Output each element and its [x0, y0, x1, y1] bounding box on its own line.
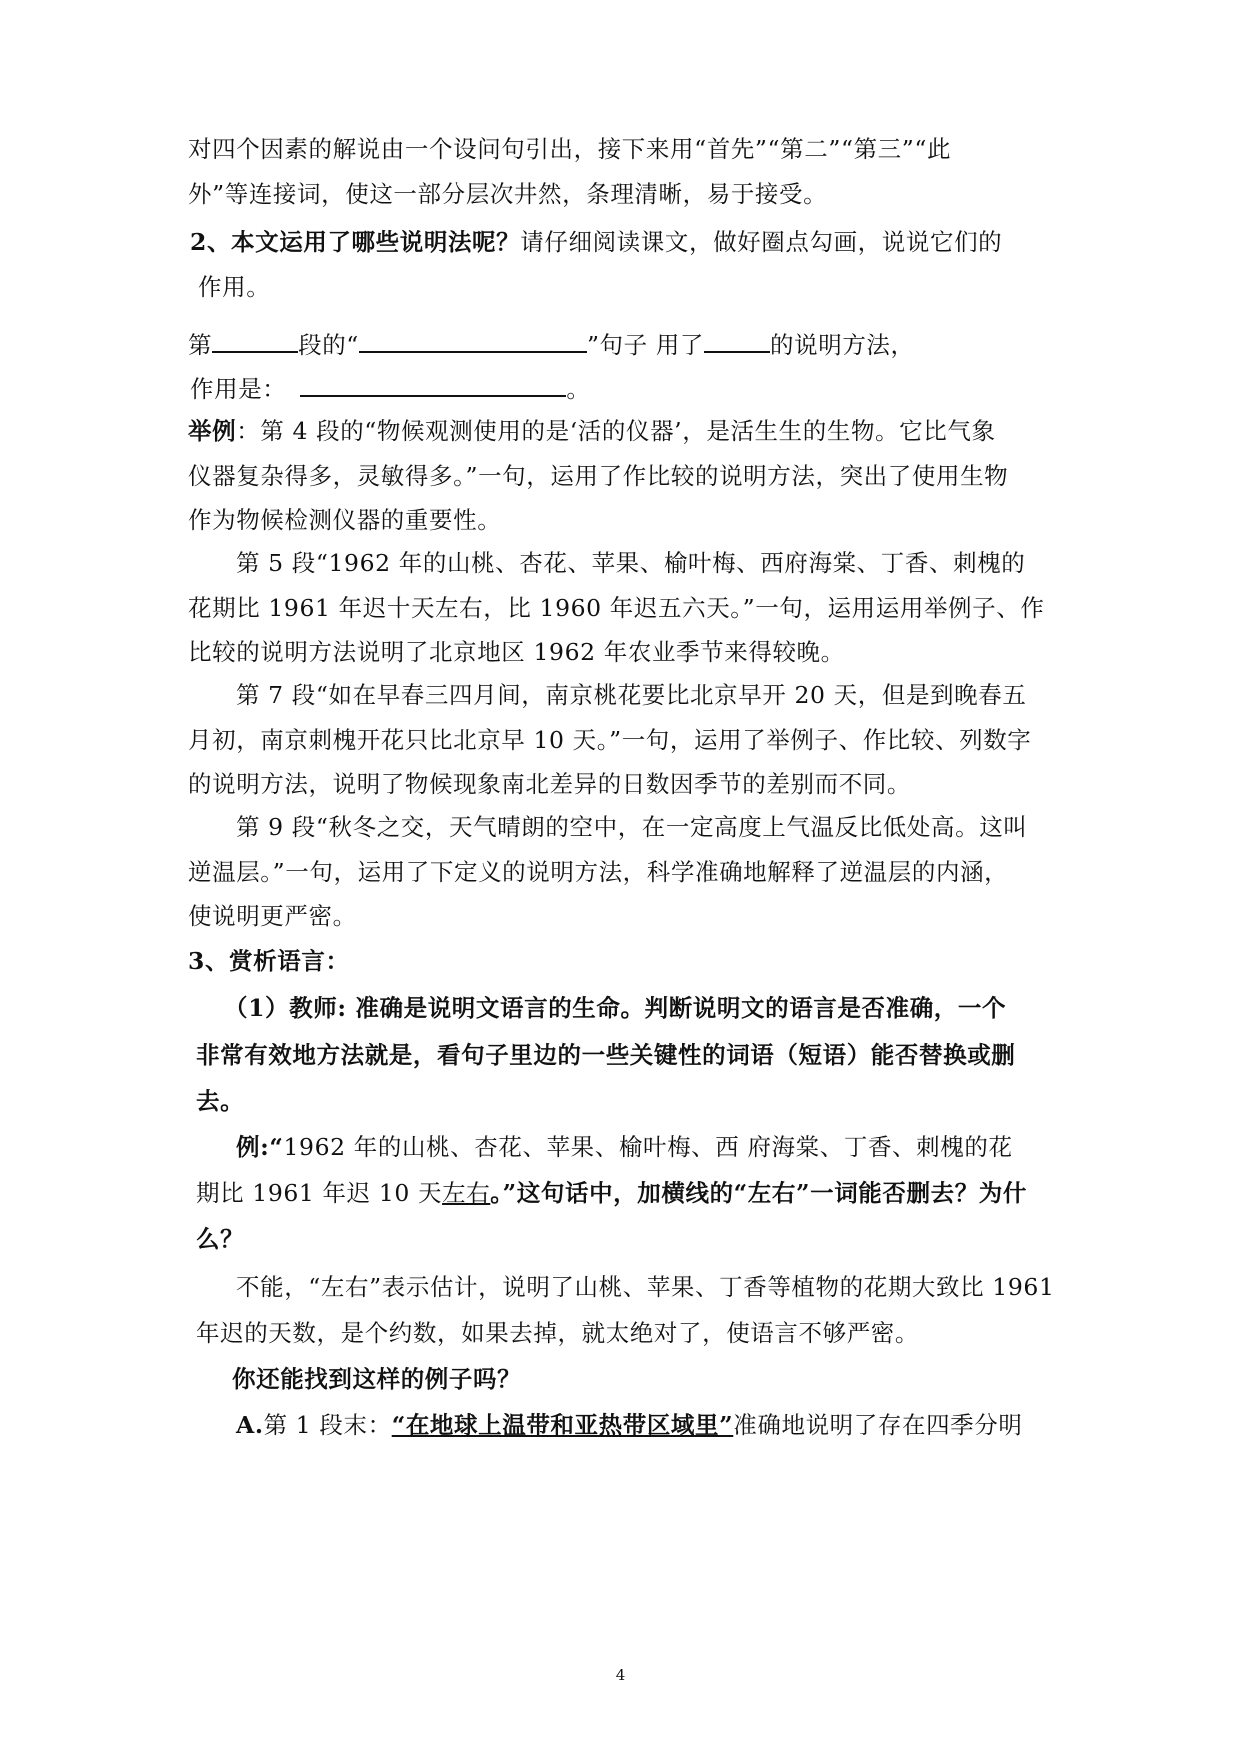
page-number: 4	[615, 1666, 626, 1684]
example-label: 例:	[236, 1133, 270, 1161]
blank-paragraph[interactable]	[212, 329, 298, 353]
text-line: 对四个因素的解说由一个设问句引出，接下来用“首先”“第二”“第三”“此	[188, 135, 952, 163]
fill-label: ”句子 用了	[586, 331, 705, 359]
example-text: 准确地说明了存在四季分明	[733, 1411, 1023, 1439]
question-2-text: 请仔细阅读课文，做好圈点勾画，说说它们的	[520, 228, 1003, 256]
fill-label: 段的“	[298, 331, 359, 359]
question-3-title: 3、赏析语言：	[188, 947, 350, 975]
text-line: 花期比 1961 年迟十天左右，比 1960 年迟五六天。”一句，运用运用举例子、作	[188, 594, 1045, 622]
teacher-note: 非常有效地方法就是，看句子里边的一些关键性的词语（短语）能否替换或删	[196, 1041, 1016, 1069]
example-a-line	[236, 1410, 1106, 1440]
example-text: 期比 1961 年迟 10 天	[196, 1179, 443, 1207]
example-quote-line	[196, 1178, 1066, 1208]
underlined-phrase: “在地球上温带和亚热带区域里”	[391, 1411, 734, 1439]
blank-sentence[interactable]	[359, 329, 587, 353]
example-line	[188, 416, 1058, 446]
fill-label: 。	[566, 375, 591, 403]
example-question: 么？	[196, 1225, 245, 1253]
text-line: 仪器复杂得多，灵敏得多。”一句，运用了作比较的说明方法，突出了使用生物	[188, 462, 1009, 490]
example-quote-line	[236, 1132, 1106, 1162]
text-line: 外”等连接词，使这一部分层次井然，条理清晰，易于接受。	[188, 180, 828, 208]
blank-function[interactable]	[300, 373, 566, 397]
fill-label: 的说明方法，	[770, 331, 915, 359]
text-line: 第 5 段“1962 年的山桃、杏花、苹果、榆叶梅、西府海棠、丁香、刺槐的	[236, 549, 1026, 577]
example-text: 1962 年的山桃、杏花、苹果、榆叶梅、西 府海棠、丁香、刺槐的花	[283, 1133, 1013, 1161]
answer-line: 不能，“左右”表示估计，说明了山桃、苹果、丁香等植物的花期大致比 1961	[236, 1273, 1055, 1301]
fill-in-line-2	[190, 373, 1060, 404]
question-2	[190, 227, 1060, 257]
fill-label: 作用是：	[190, 375, 287, 403]
text-line: 作为物候检测仪器的重要性。	[188, 506, 502, 534]
prompt-more-examples: 你还能找到这样的例子吗？	[232, 1365, 522, 1393]
text-line: 第 7 段“如在早春三四月间，南京桃花要比北京早开 20 天，但是到晚春五	[236, 681, 1027, 709]
fill-in-line-1	[188, 329, 1058, 360]
text-line: 月初，南京刺槐开花只比北京早 10 天。”一句，运用了举例子、作比较、列数字	[188, 726, 1032, 754]
teacher-note: 去。	[196, 1087, 245, 1115]
text-line: 使说明更严密。	[188, 902, 357, 930]
question-2-title: 2、本文运用了哪些说明法呢？	[190, 228, 521, 256]
answer-line: 年迟的天数，是个约数，如果去掉，就太绝对了，使语言不够严密。	[196, 1319, 919, 1347]
text-line: 比较的说明方法说明了北京地区 1962 年农业季节来得较晚。	[188, 638, 845, 666]
example-label: 举例	[188, 417, 237, 445]
underlined-word: 左右	[442, 1179, 491, 1207]
text-line: 第 9 段“秋冬之交，天气晴朗的空中，在一定高度上气温反比低处高。这叫	[236, 813, 1028, 841]
text-line: 逆温层。”一句，运用了下定义的说明方法，科学准确地解释了逆温层的内涵，	[188, 858, 1009, 886]
blank-method[interactable]	[704, 329, 770, 353]
text-line: 作用。	[198, 273, 271, 301]
text-line: 的说明方法，说明了物候现象南北差异的日数因季节的差别而不同。	[188, 770, 911, 798]
example-text: 第 1 段末：	[263, 1411, 392, 1439]
teacher-note: （1）教师: 准确是说明文语言的生命。判断说明文的语言是否准确，一个	[224, 994, 1007, 1022]
example-a-label: A.	[236, 1411, 264, 1439]
quote-mark: “	[269, 1133, 284, 1161]
fill-label: 第	[188, 331, 213, 359]
example-text: ：第 4 段的“物候观测使用的是‘活的仪器’，是活生生的生物。它比气象	[236, 417, 996, 445]
example-question: 。”这句话中，加横线的“左右”一词能否删去？为什	[490, 1179, 1027, 1207]
